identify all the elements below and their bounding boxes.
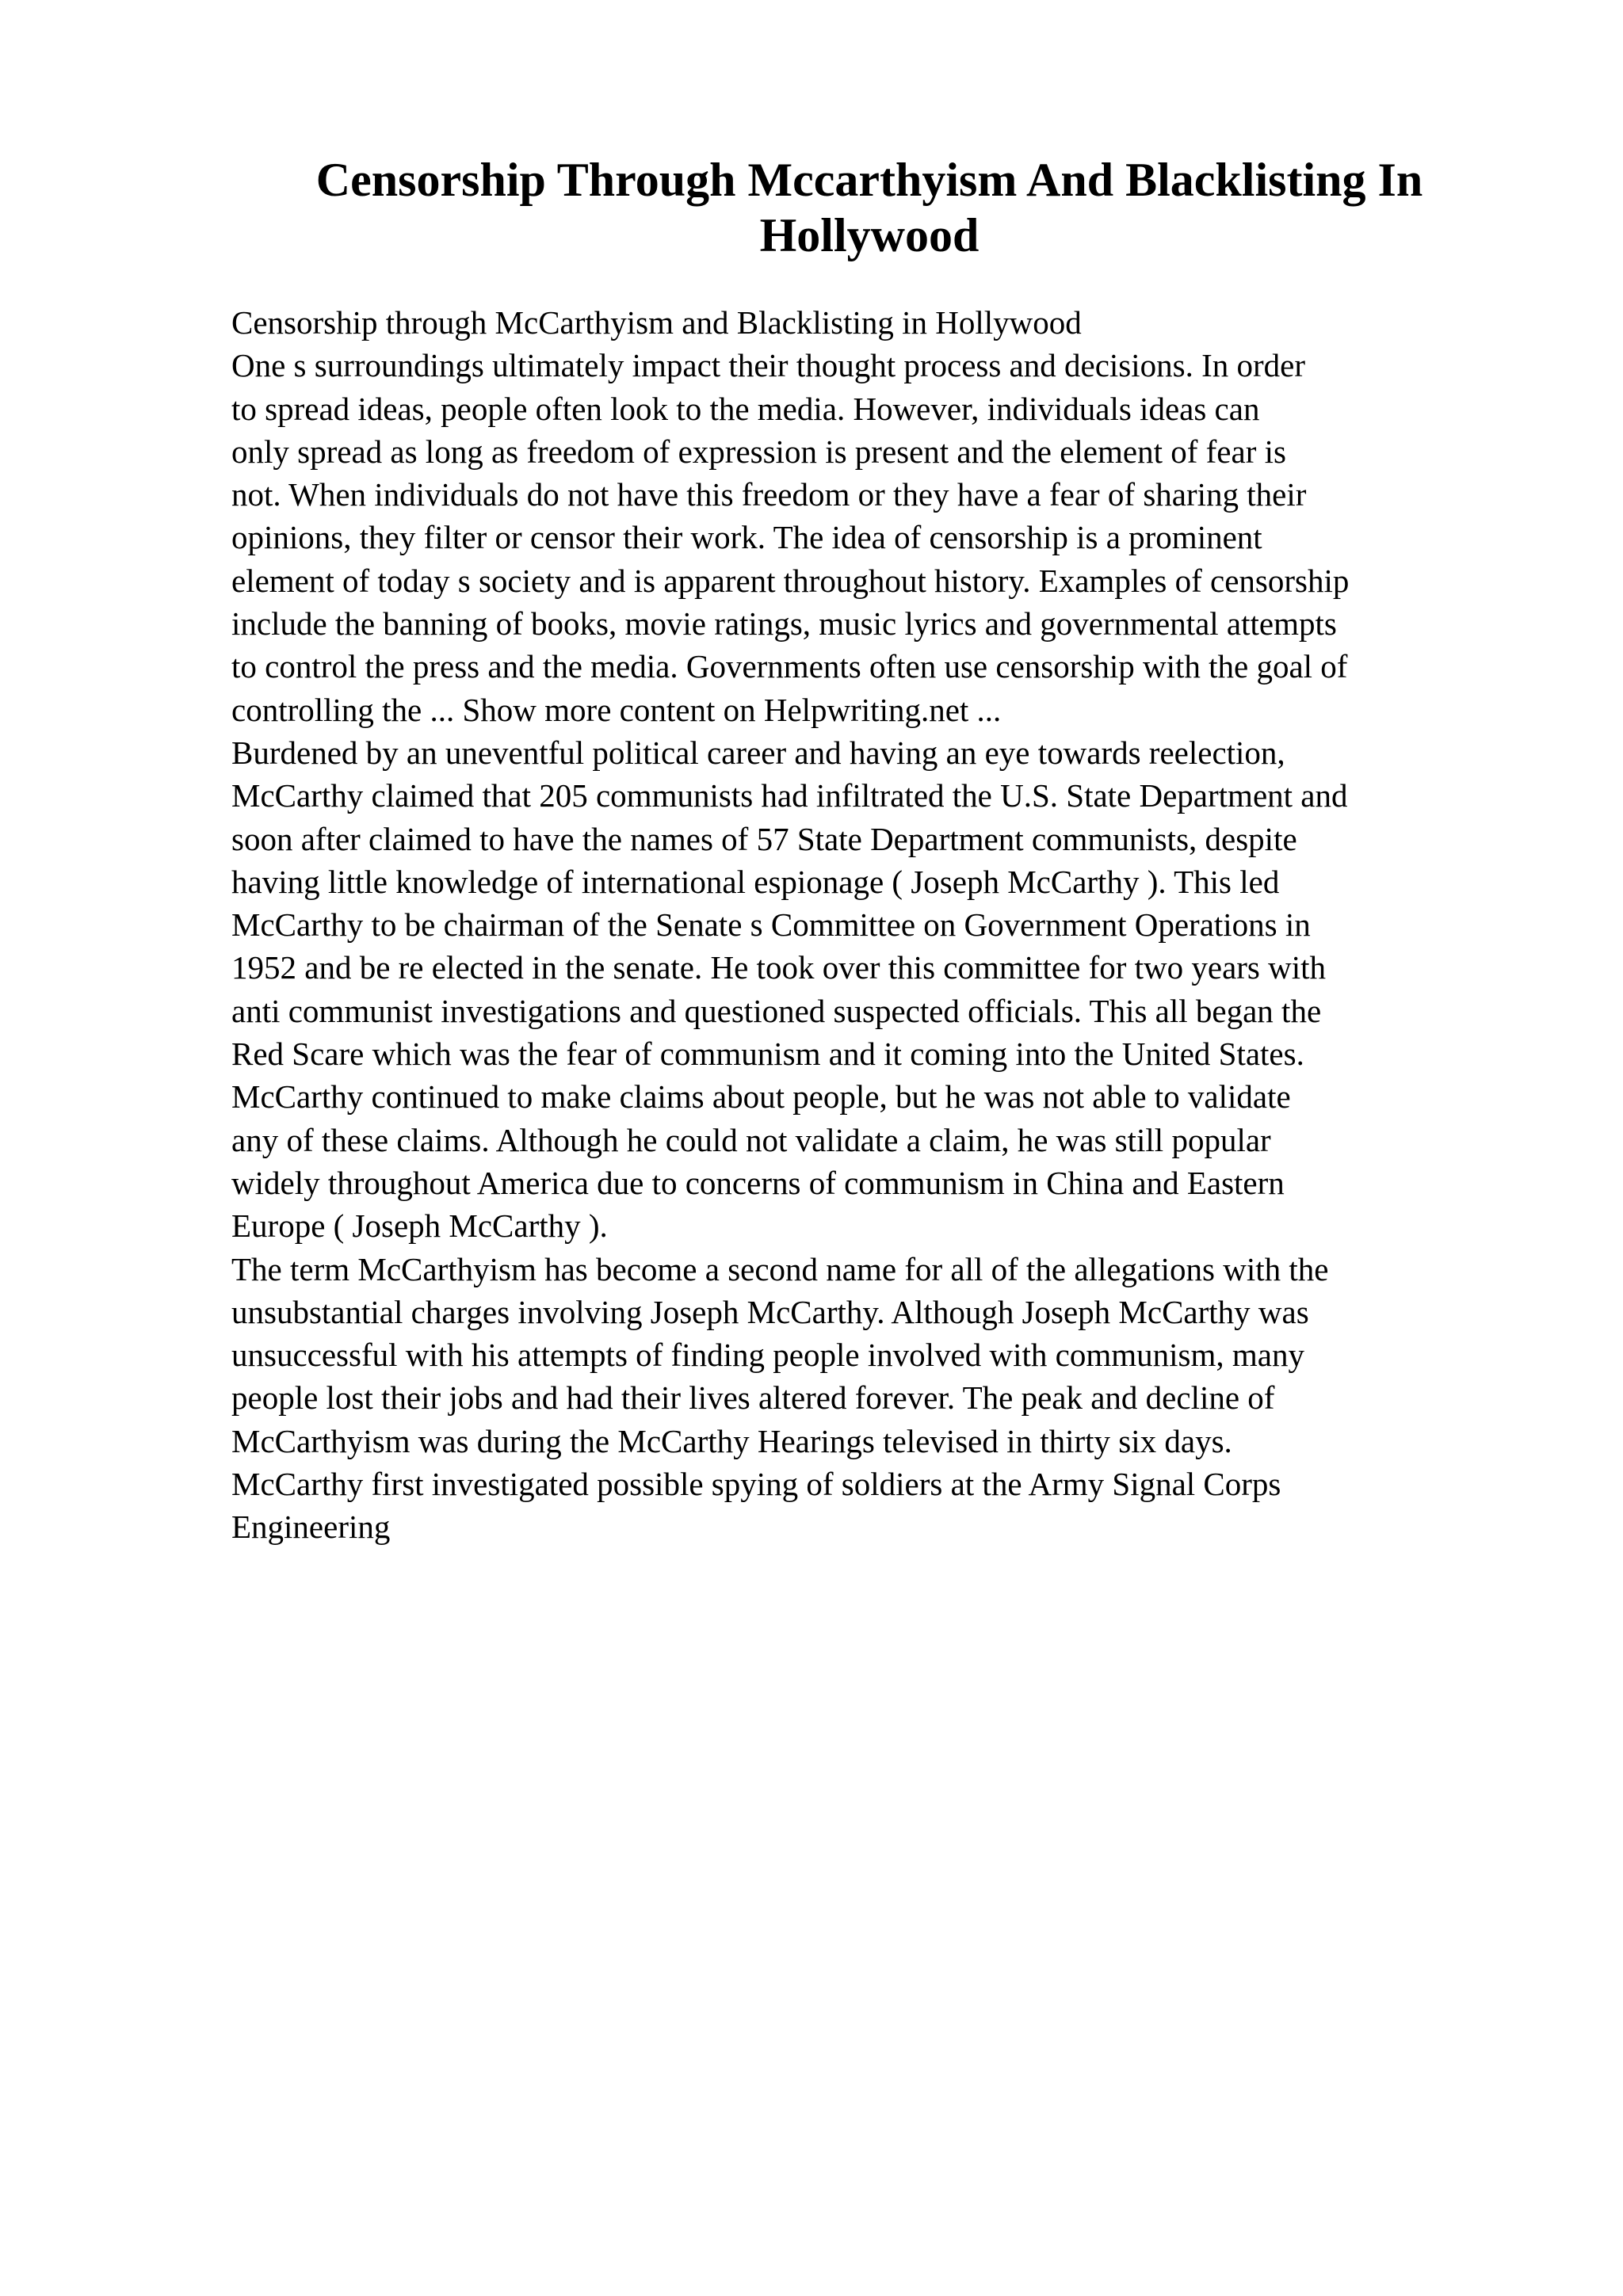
title-line: Hollywood <box>759 209 980 261</box>
body-line: any of these claims. Although he could not validate a claim, he was still popular <box>231 1121 1271 1158</box>
body-line: having little knowledge of international espionage ( Joseph McCarthy ). This led <box>231 863 1280 900</box>
body-line: element of today s society and is apparent throughout history. Examples of censorship <box>231 562 1350 599</box>
body-line: One s surroundings ultimately impact their thought process and decisions. In order <box>231 347 1306 384</box>
body-line: only spread as long as freedom of expression is present and the element of fear is <box>231 433 1286 470</box>
body-line: to spread ideas, people often look to the media. However, individuals ideas can <box>231 390 1260 427</box>
body-line: not. When individuals do not have this freedom or they have a fear of sharing their <box>231 476 1307 513</box>
body-line: soon after claimed to have the names of 57 State Department communists, despite <box>231 820 1297 857</box>
body-line: to control the press and the media. Governments often use censorship with the goal of <box>231 648 1348 685</box>
body-line: anti communist investigations and questioned suspected officials. This all began the <box>231 992 1322 1029</box>
body-line: unsubstantial charges involving Joseph McCarthy. Although Joseph McCarthy was <box>231 1293 1309 1330</box>
body-line: widely throughout America due to concerns of communism in China and Eastern <box>231 1164 1285 1201</box>
body-line: McCarthy first investigated possible spying of soldiers at the Army Signal Corps <box>231 1466 1281 1503</box>
body-line: The term McCarthyism has become a second name for all of the allegations with the <box>231 1250 1329 1287</box>
body-line: Engineering <box>231 1508 391 1546</box>
body-line: unsuccessful with his attempts of finding people involved with communism, many <box>231 1337 1304 1374</box>
body-line: Europe ( Joseph McCarthy ). <box>231 1207 608 1245</box>
body-line: people lost their jobs and had their lives altered forever. The peak and decline of <box>231 1379 1275 1417</box>
body-line: Burdened by an uneventful political career and having an eye towards reelection, <box>231 734 1285 771</box>
title-line: Censorship Through Mccarthyism And Blacklisting In <box>315 154 1423 206</box>
body-line: include the banning of books, movie ratings, music lyrics and governmental attempts <box>231 605 1337 643</box>
body-line: Red Scare which was the fear of communism and it coming into the United States. <box>231 1035 1304 1073</box>
body-line: controlling the ... Show more content on Helpwriting.net ... <box>231 691 1002 728</box>
body-line: McCarthyism was during the McCarthy Hearings televised in thirty six days. <box>231 1422 1232 1459</box>
body-line: McCarthy continued to make claims about people, but he was not able to validate <box>231 1078 1291 1116</box>
body-line: 1952 and be re elected in the senate. He took over this committee for two years with <box>231 949 1327 986</box>
body-line: McCarthy to be chairman of the Senate s Committee on Government Operations in <box>231 906 1311 944</box>
body-line: opinions, they filter or censor their work. The idea of censorship is a prominent <box>231 519 1262 556</box>
document-body <box>231 301 1515 1549</box>
document-title <box>230 152 1509 263</box>
body-line: Censorship through McCarthyism and Blacklisting in Hollywood <box>231 304 1082 341</box>
body-line: McCarthy claimed that 205 communists had infiltrated the U.S. State Department and <box>231 777 1348 814</box>
